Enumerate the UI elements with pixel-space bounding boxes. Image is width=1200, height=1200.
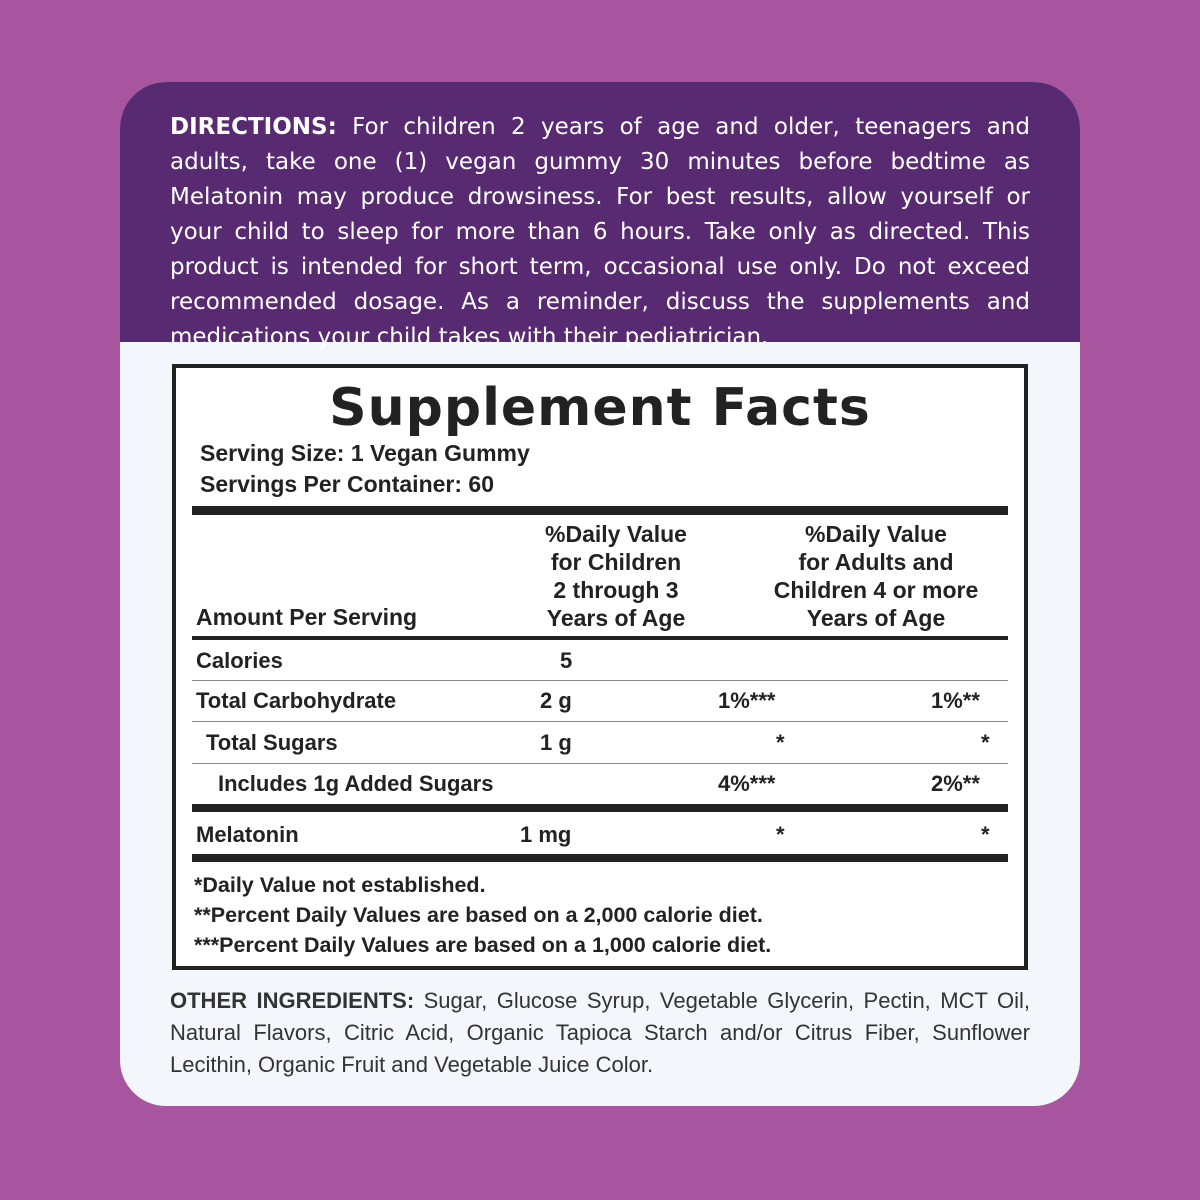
- thick-divider: [192, 506, 1008, 515]
- facts-title: Supplement Facts: [329, 378, 871, 438]
- header-line: Years of Age: [806, 605, 946, 631]
- row-dv-children-melatonin: *: [776, 822, 785, 847]
- header-dv-children: [506, 520, 726, 632]
- thick-divider: [192, 804, 1008, 812]
- amount-per-serving-header: Amount Per Serving: [196, 604, 418, 630]
- row-dv-children-total-sugars: *: [776, 730, 785, 755]
- row-dv-adults-total-carbohydrate: 1%**: [931, 688, 980, 713]
- header-line: %Daily Value: [805, 521, 947, 547]
- header-line: 2 through 3: [553, 577, 679, 603]
- row-name-total-carbohydrate: Total Carbohydrate: [196, 688, 397, 713]
- row-amount-melatonin: 1 mg: [520, 822, 572, 847]
- header-dv-adults: [736, 520, 1016, 632]
- other-ingredients-label: OTHER INGREDIENTS:: [170, 988, 415, 1013]
- row-divider: [192, 680, 1008, 681]
- label-card: [120, 82, 1080, 1106]
- row-name-total-sugars: Total Sugars: [206, 730, 338, 755]
- other-ingredients: [170, 985, 1030, 1081]
- header-line: Children 4 or more: [773, 577, 979, 603]
- footnote: **Percent Daily Values are based on a 2,000 calorie diet.: [194, 903, 763, 927]
- row-dv-children-added-sugars: 4%***: [718, 771, 776, 796]
- serving-size: Serving Size: 1 Vegan Gummy: [200, 440, 530, 466]
- row-amount-total-carbohydrate: 2 g: [540, 688, 572, 713]
- supplement-facts-panel: [172, 364, 1028, 970]
- row-dv-adults-added-sugars: 2%**: [931, 771, 980, 796]
- footnotes: [194, 870, 771, 960]
- header-line: for Children: [550, 549, 682, 575]
- serving-info: [200, 438, 530, 500]
- header-line: for Adults and: [798, 549, 954, 575]
- row-name-added-sugars: Includes 1g Added Sugars: [218, 771, 494, 796]
- footnote: ***Percent Daily Values are based on a 1,000 calorie diet.: [194, 933, 772, 957]
- footnote: *Daily Value not established.: [194, 873, 486, 897]
- servings-per-container: Servings Per Container: 60: [200, 471, 494, 497]
- directions-panel: [120, 82, 1080, 350]
- row-amount-total-sugars: 1 g: [540, 730, 572, 755]
- row-dv-adults-total-sugars: *: [981, 730, 990, 755]
- row-name-melatonin: Melatonin: [196, 822, 299, 847]
- row-dv-adults-melatonin: *: [981, 822, 990, 847]
- row-amount-calories: 5: [560, 648, 573, 673]
- row-divider: [192, 721, 1008, 722]
- other-ingredients-text: Sugar, Glucose Syrup, Vegetable Glycerin, Pectin, MCT Oil, Natural Flavors, Citric Acid, Organic Tapioca Starch and/or Citrus Fiber, Sunflower Lecithin, Organic Fruit and Vegetable Juice Color.: [170, 988, 1030, 1077]
- header-line: Years of Age: [546, 605, 686, 631]
- row-dv-children-total-carbohydrate: 1%***: [718, 688, 776, 713]
- header-line: %Daily Value: [545, 521, 687, 547]
- medium-divider: [192, 636, 1008, 640]
- directions-label: DIRECTIONS:: [170, 114, 337, 140]
- thick-divider: [192, 854, 1008, 862]
- row-name-calories: Calories: [196, 648, 283, 673]
- row-divider: [192, 763, 1008, 764]
- directions-text: For children 2 years of age and older, teenagers and adults, take one (1) vegan gummy 30 minutes before bedtime as Melatonin may produce drowsiness. For best results, allow yourself or your child to sleep for more than 6 hours. Take only as directed. This product is intended for short term, occasional use only. Do not exceed recommended dosage. As a reminder, discuss the supplements and medications your child takes with their pediatrician.: [170, 114, 1030, 350]
